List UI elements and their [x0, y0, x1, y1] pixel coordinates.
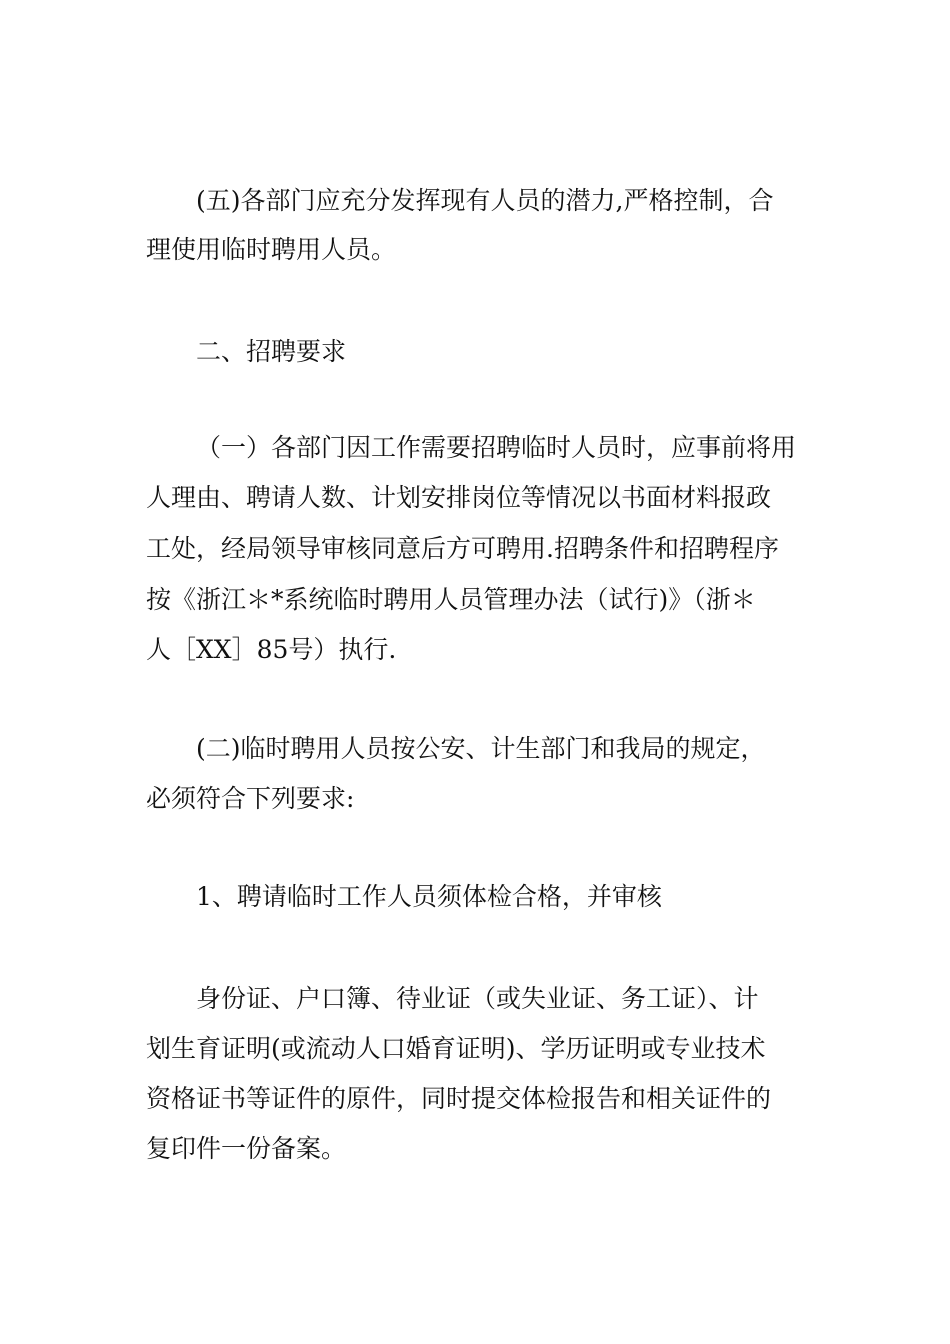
section-heading-recruitment: 二、招聘要求 — [196, 337, 347, 366]
documents-line-2: 划生育证明(或流动人口婚育证明)、学历证明或专业技术 — [146, 1034, 766, 1063]
paragraph-5-line-1: (五)各部门应充分发挥现有人员的潜力,严格控制，合 — [196, 186, 774, 215]
paragraph-5-line-2: 理使用临时聘用人员。 — [146, 235, 397, 264]
item-1-line-3: 工处，经局领导审核同意后方可聘用.招聘条件和招聘程序 — [146, 534, 779, 563]
item-1-line-4: 按《浙江＊*系统临时聘用人员管理办法（试行)》（浙＊ — [146, 585, 756, 614]
item-2-line-1: (二)临时聘用人员按公安、计生部门和我局的规定， — [196, 734, 766, 763]
item-1-line-1: （一）各部门因工作需要招聘临时人员时，应事前将用 — [196, 433, 797, 462]
requirement-1: 1、聘请临时工作人员须体检合格，并审核 — [196, 882, 662, 911]
documents-line-4: 复印件一份备案。 — [146, 1134, 347, 1163]
documents-line-3: 资格证书等证件的原件，同时提交体检报告和相关证件的 — [146, 1084, 772, 1113]
item-1-line-5: 人［XX］85号）执行. — [146, 635, 397, 664]
documents-line-1: 身份证、户口簿、待业证（或失业证、务工证）、计 — [196, 984, 759, 1013]
item-2-line-2: 必须符合下列要求: — [146, 784, 355, 813]
item-1-line-2: 人理由、聘请人数、计划安排岗位等情况以书面材料报政 — [146, 483, 772, 512]
